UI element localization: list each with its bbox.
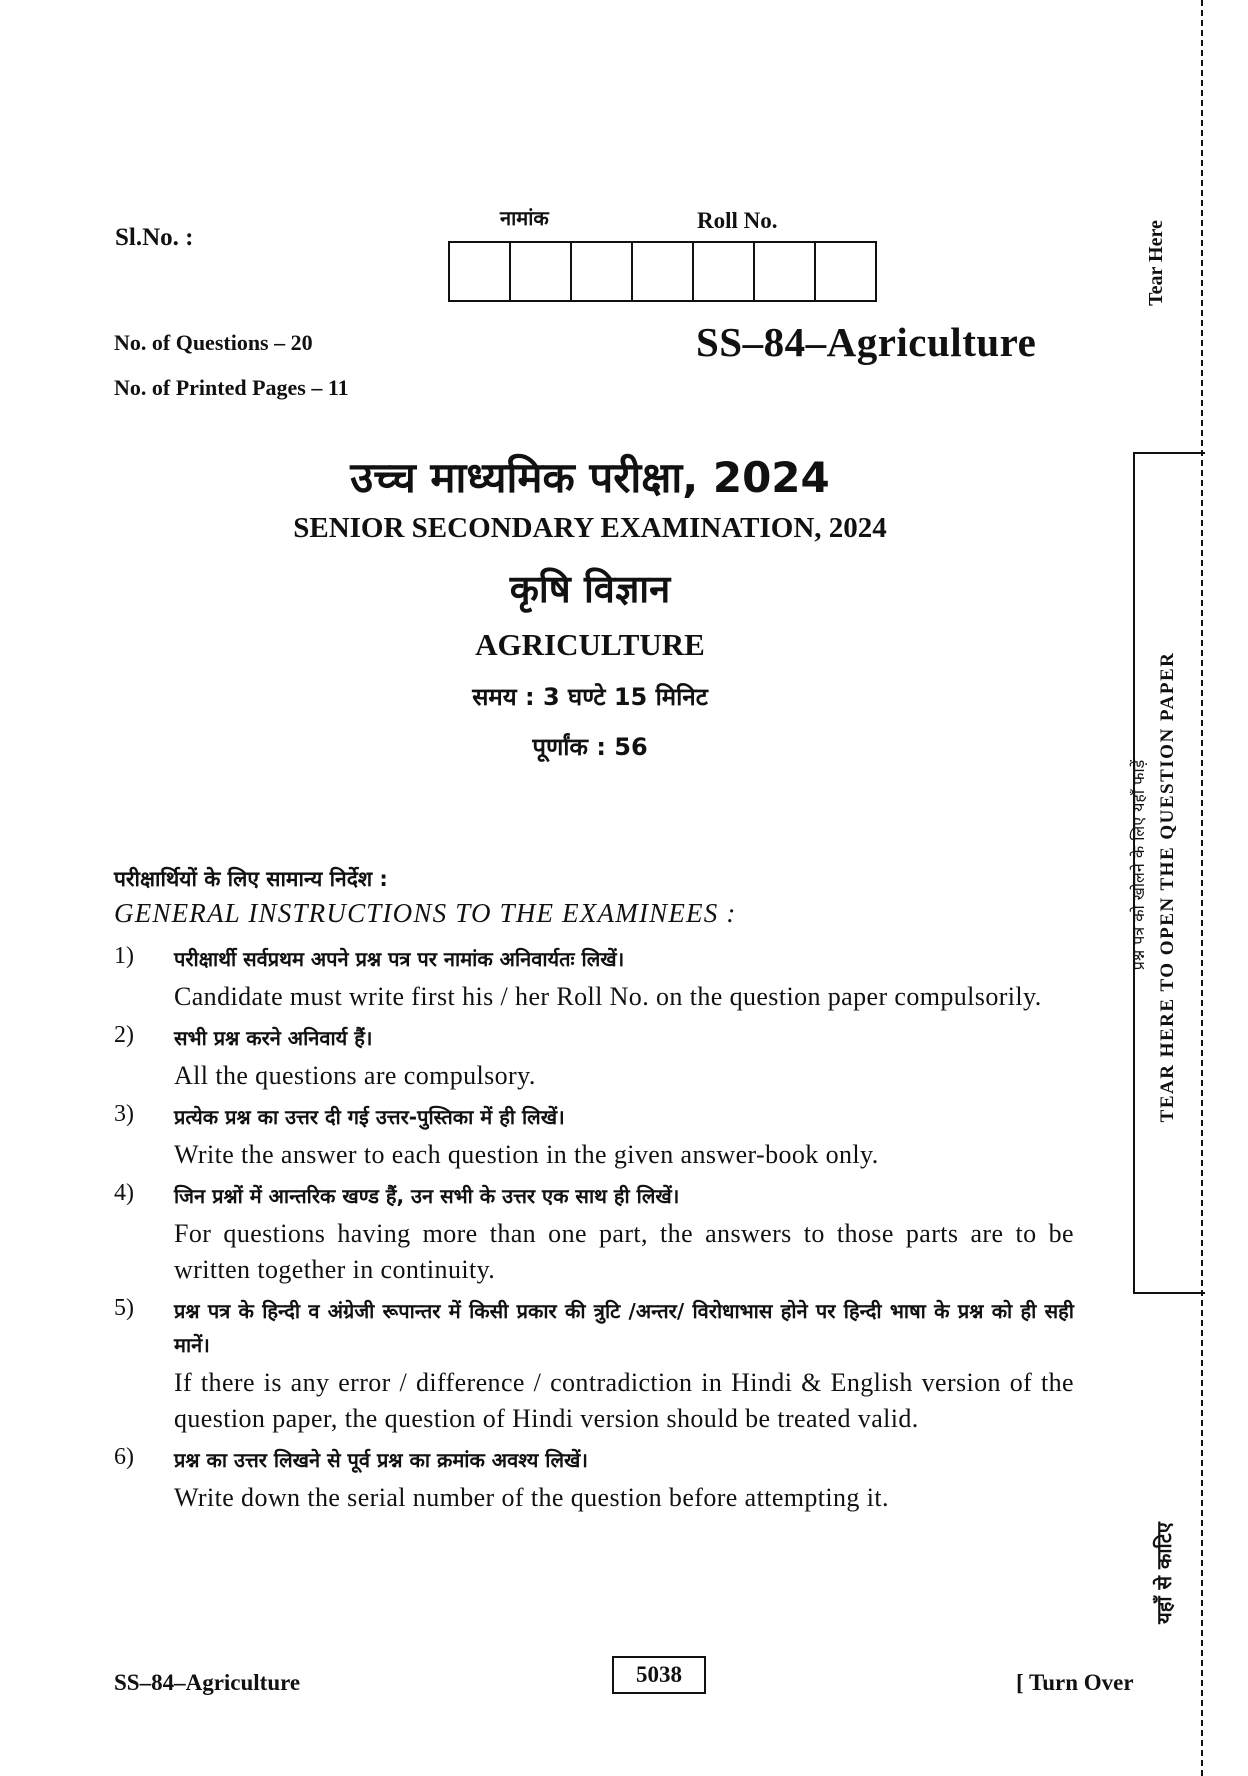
instruction-item [114, 1294, 1074, 1437]
instruction-number: 1) [114, 943, 134, 969]
instruction-text-hindi: जिन प्रश्नों में आन्तरिक खण्ड हैं, उन सभी के उत्तर एक साथ ही लिखें। [174, 1184, 680, 1208]
roll-digit-box[interactable] [633, 243, 694, 300]
tear-instruction-english: TEAR HERE TO OPEN THE QUESTION PAPER [1157, 651, 1178, 1123]
paper-code: SS–84–Agriculture [696, 319, 1037, 365]
total-marks: पूर्णांक : 56 [532, 733, 648, 761]
number-of-questions: No. of Questions – 20 [114, 330, 313, 355]
instruction-text-english: All the questions are compulsory. [174, 1061, 536, 1090]
instruction-number: 3) [114, 1101, 134, 1127]
instruction-item [114, 1443, 1074, 1516]
instruction-text-hindi: सभी प्रश्न करने अनिवार्य हैं। [174, 1026, 373, 1050]
instruction-text-english: Candidate must write first his / her Roll No. on the question paper compulsorily. [174, 982, 1042, 1011]
roll-digit-box[interactable] [572, 243, 633, 300]
instruction-text-english: If there is any error / difference / contradiction in Hindi & English version of the question paper, the question of Hindi version should be treated valid. [174, 1368, 1074, 1433]
roll-label-english: Roll No. [697, 208, 778, 233]
exam-title-hindi: उच्च माध्यमिक परीक्षा, 2024 [350, 453, 830, 502]
instruction-number: 2) [114, 1022, 134, 1048]
serial-number-label: Sl.No. : [115, 224, 194, 251]
instructions-heading-hindi: परीक्षार्थियों के लिए सामान्य निर्देश : [114, 867, 388, 891]
roll-label-hindi: नामांक [500, 206, 549, 230]
instruction-number: 4) [114, 1180, 134, 1206]
instruction-number: 5) [114, 1295, 134, 1321]
subject-title-hindi: कृषि विज्ञान [509, 567, 671, 611]
instruction-text-hindi: प्रत्येक प्रश्न का उत्तर दी गई उत्तर-पुस्तिका में ही लिखें। [174, 1105, 565, 1129]
instructions-heading-english: GENERAL INSTRUCTIONS TO THE EXAMINEES : [114, 898, 737, 928]
roll-digit-box[interactable] [755, 243, 816, 300]
instruction-text-hindi: प्रश्न पत्र के हिन्दी व अंग्रेजी रूपान्तर में किसी प्रकार की त्रुटि /अन्तर/ विरोधाभास होने पर हिन्दी भाषा के प्रश्न को ही सही मानें। [174, 1299, 1074, 1357]
instruction-item [114, 1100, 1074, 1173]
turn-over-label: [ Turn Over [1016, 1670, 1134, 1695]
roll-number-boxes[interactable] [448, 241, 877, 302]
instruction-text-english: Write down the serial number of the question before attempting it. [174, 1483, 889, 1512]
instruction-item [114, 1021, 1074, 1094]
instructions-list [114, 942, 1074, 1522]
tear-instruction-hindi: प्रश्न पत्र को खोलने के लिए यहाँ फाड़ें [1129, 759, 1148, 971]
instruction-text-english: Write the answer to each question in the given answer-book only. [174, 1140, 879, 1169]
roll-digit-box[interactable] [816, 243, 877, 300]
instruction-text-hindi: परीक्षार्थी सर्वप्रथम अपने प्रश्न पत्र पर नामांक अनिवार्यतः लिखें। [174, 947, 625, 971]
roll-digit-box[interactable] [450, 243, 511, 300]
roll-digit-box[interactable] [511, 243, 572, 300]
exam-duration: समय : 3 घण्टे 15 मिनिट [472, 683, 708, 711]
footer-paper-code: SS–84–Agriculture [114, 1670, 301, 1695]
instruction-text-hindi: प्रश्न का उत्तर लिखने से पूर्व प्रश्न का क्रमांक अवश्य लिखें। [174, 1448, 588, 1472]
instruction-text-english: For questions having more than one part, the answers to those parts are to be written together in continuity. [174, 1219, 1074, 1284]
instruction-item [114, 1179, 1074, 1288]
instruction-item [114, 942, 1074, 1015]
cut-here-label-hindi: यहाँ से काटिए [1152, 1522, 1176, 1624]
instruction-number: 6) [114, 1444, 134, 1470]
number-of-pages: No. of Printed Pages – 11 [114, 375, 349, 400]
subject-title-english: AGRICULTURE [475, 627, 705, 662]
tear-here-label: Tear Here [1145, 220, 1167, 306]
exam-title-english: SENIOR SECONDARY EXAMINATION, 2024 [293, 512, 887, 544]
footer-page-code: 5038 [612, 1656, 706, 1694]
roll-digit-box[interactable] [694, 243, 755, 300]
